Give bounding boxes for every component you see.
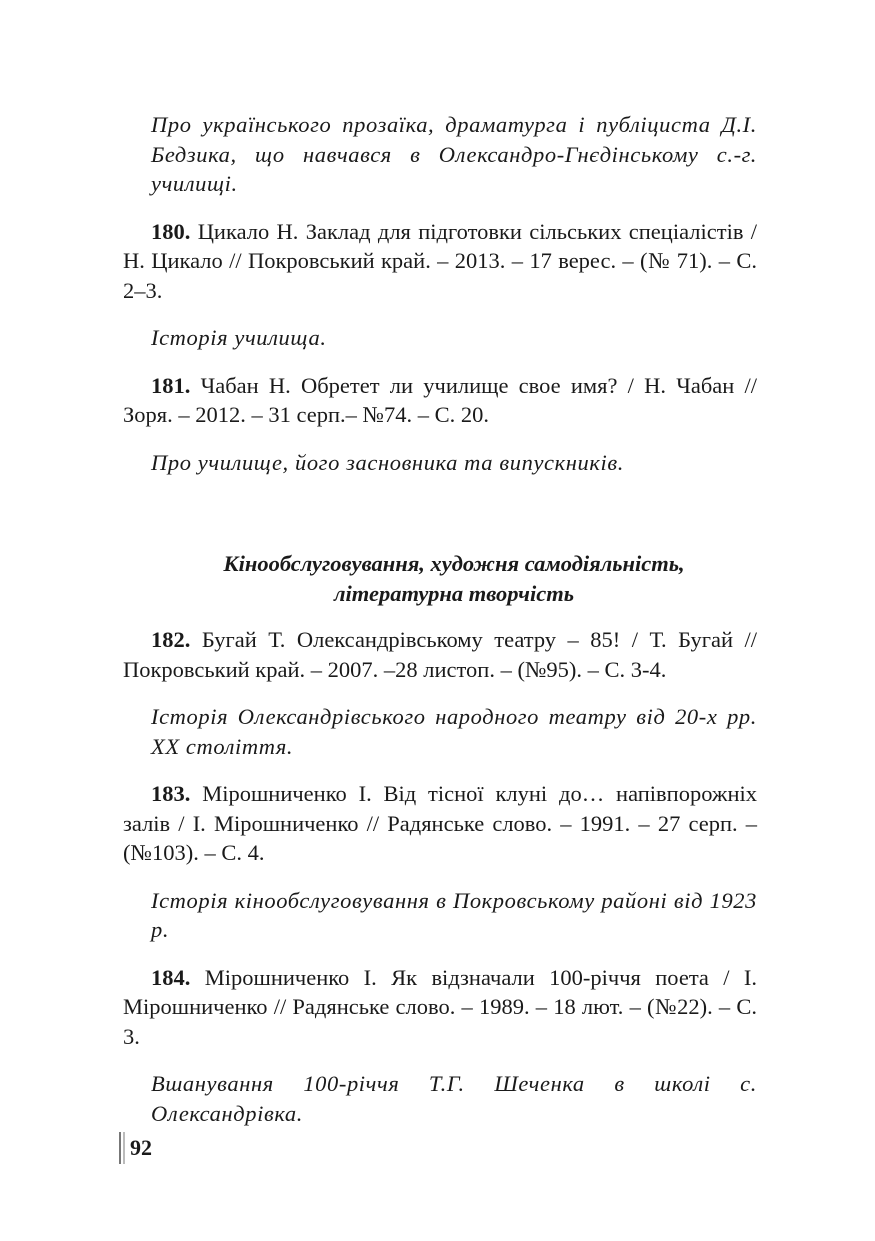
entry-number: 180. <box>151 218 191 244</box>
folio-rule <box>119 1132 121 1164</box>
page-body <box>123 110 757 1146</box>
entry-text: Мірошниченко І. Як відзначали 100-річчя поета / І. Мірошниченко // Радянське слово. – 1989. – 18 лют. – (№22). – С. 3. <box>123 964 758 1049</box>
entry-number: 183. <box>151 781 191 806</box>
entry-number: 181. <box>151 372 191 398</box>
section-heading-line-1: Кінообслуговування, художня самодіяльність, <box>223 551 685 576</box>
entry-number: 182. <box>151 627 191 652</box>
bibliography-entry-181 <box>123 371 757 430</box>
bibliography-entry-182 <box>123 625 757 684</box>
annotation-181: Про училище, його засновника та випускників. <box>151 449 624 475</box>
entry-text: Мірошниченко І. Від тісної клуні до… напівпорожніх залів / І. Мірошниченко // Радянське слово. – 1991. – 27 серп. – (№103). – С. 4. <box>123 781 757 865</box>
bibliography-entry-183 <box>123 779 757 868</box>
section-heading <box>123 549 757 609</box>
bibliography-entry-184 <box>123 963 757 1052</box>
section-heading-line-2: літературна творчість <box>333 581 575 606</box>
annotation-183: Історія кінообслуговування в Покровському районі від 1923 р. <box>151 887 757 942</box>
entry-text: Бугай Т. Олександрівському театру – 85! / Т. Бугай // Покровський край. – 2007. –28 листоп. – (№95). – С. 3-4. <box>123 627 757 682</box>
entry-text: Чабан Н. Обретет ли училище свое имя? / Н. Чабан // Зоря. – 2012. – 31 серп.– №74. – С. 20. <box>123 372 758 427</box>
annotation-179: Про українського прозаїка, драматурга і публіциста Д.І. Бедзика, що навчався в Олександро-Гнєдінському с.-г. училищі. <box>151 112 757 196</box>
annotation-182: Історія Олександрівського народного театру від 20-х рр. ХХ століття. <box>151 704 757 759</box>
bibliography-entry-180 <box>123 217 757 306</box>
annotation-184: Вшанування 100-річчя Т.Г. Шеченка в школі с. Олександрівка. <box>151 1071 757 1126</box>
page-number: 92 <box>130 1135 152 1160</box>
folio-rule <box>123 1132 125 1164</box>
annotation-180: Історія училища. <box>151 325 327 350</box>
entry-number: 184. <box>151 964 191 990</box>
entry-text: Цикало Н. Заклад для підготовки сільських спеціалістів / Н. Цикало // Покровський край. – 2013. – 17 верес. – (№ 71). – С. 2–3. <box>123 218 757 303</box>
section-gap <box>123 495 757 549</box>
page-number-block <box>119 1132 152 1164</box>
